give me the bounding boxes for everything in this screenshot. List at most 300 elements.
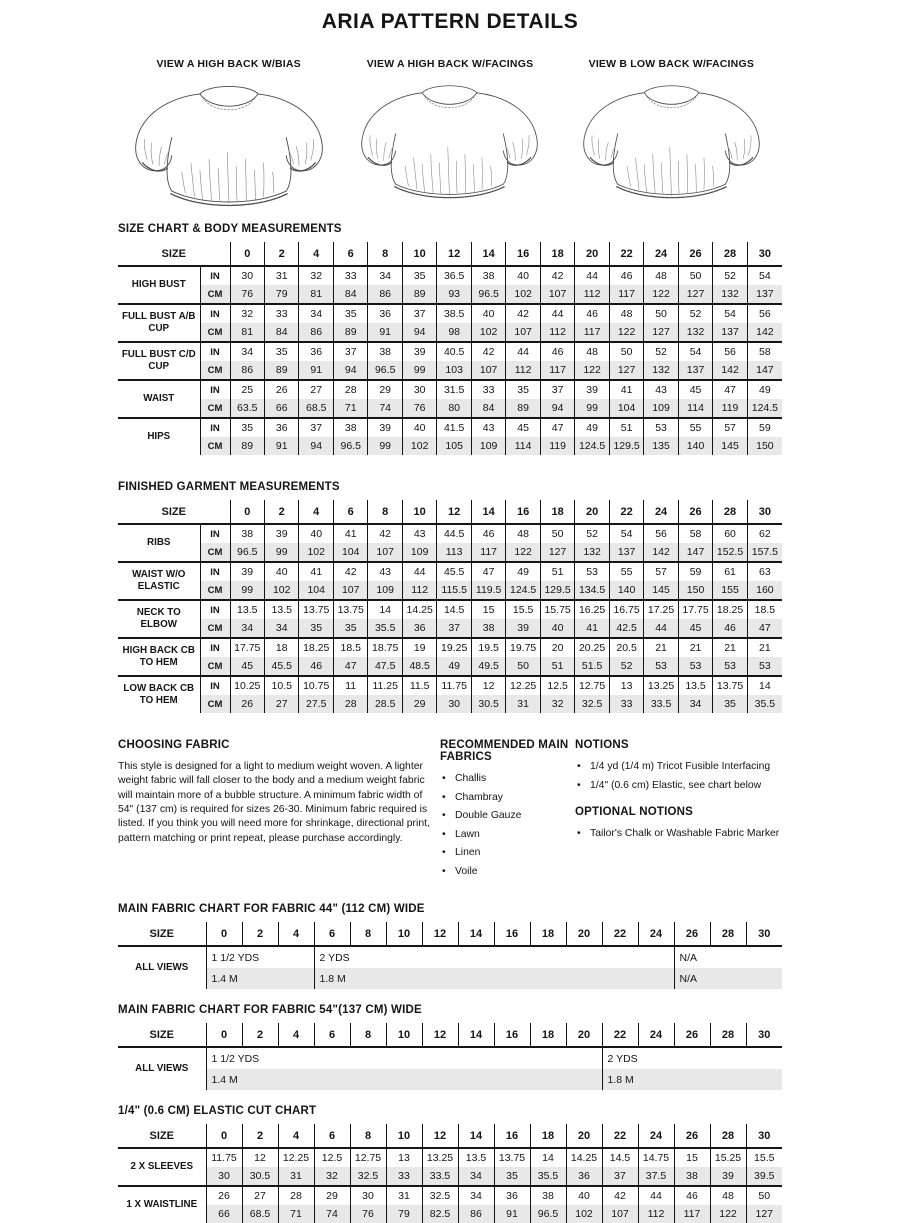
list-item: • 1/4" (0.6 cm) Elastic, see chart below: [575, 779, 782, 793]
table-cell: 55: [678, 418, 712, 437]
table-cell: 16.75: [609, 600, 643, 619]
row-label: WAIST: [118, 380, 200, 418]
table-cell: 145: [644, 581, 678, 600]
size-column-header: 20: [575, 242, 609, 266]
table-cell: 122: [644, 285, 678, 304]
table-cell: 137: [747, 285, 782, 304]
size-column-header: 12: [422, 1023, 458, 1047]
table-cell: 109: [644, 399, 678, 418]
table-cell: 13: [609, 676, 643, 695]
table-cell: 49: [747, 380, 782, 399]
table-cell: 16.25: [575, 600, 609, 619]
table-cell: 28.5: [368, 695, 402, 713]
size-column-header: 16: [494, 922, 530, 946]
table-cell: 89: [402, 285, 436, 304]
table-cell: 12.5: [314, 1148, 350, 1167]
table-cell: 30.5: [471, 695, 505, 713]
table-cell: 27: [299, 380, 333, 399]
size-column-header: 12: [422, 1124, 458, 1148]
table-cell: 132: [575, 543, 609, 562]
recommended-fabrics-heading: RECOMMENDED MAIN FABRICS: [440, 739, 569, 763]
size-column-header: 0: [206, 1124, 242, 1148]
size-column-header: 2: [242, 1124, 278, 1148]
size-column-header: 24: [638, 922, 674, 946]
table-row: [118, 266, 782, 285]
table-row: [118, 285, 782, 304]
body-measurements-section: [118, 223, 782, 455]
table-cell: 93: [437, 285, 471, 304]
table-cell: 99: [575, 399, 609, 418]
table-cell: 52: [644, 342, 678, 361]
table-cell: 44: [402, 562, 436, 581]
table-cell: 82.5: [422, 1205, 458, 1223]
table-cell: 58: [747, 342, 782, 361]
finished-garment-section: [118, 481, 782, 713]
list-item: • Linen: [440, 846, 575, 860]
table-cell: 37: [602, 1167, 638, 1186]
table-cell: 13.5: [230, 600, 264, 619]
size-column-header: 30: [746, 1023, 782, 1047]
table-cell: 102: [506, 285, 540, 304]
table-cell: 53: [644, 418, 678, 437]
table-cell: 102: [566, 1205, 602, 1223]
table-cell: 18.75: [368, 638, 402, 657]
table-cell: 89: [230, 437, 264, 455]
table-cell: 52: [609, 657, 643, 676]
body_chart-table: [118, 242, 782, 455]
fabric-chart-54-section: [118, 1004, 782, 1090]
table-cell: 43: [471, 418, 505, 437]
table-cell: 36: [494, 1186, 530, 1205]
table-cell: 14.25: [402, 600, 436, 619]
notions-column: [575, 739, 782, 883]
size-column-header: 8: [368, 500, 402, 524]
view-b-facings: [561, 44, 782, 213]
table-cell: 160: [747, 581, 782, 600]
table-cell: 17.25: [644, 600, 678, 619]
size-column-header: 22: [602, 1124, 638, 1148]
size-column-header: 24: [644, 500, 678, 524]
list-item: • Lawn: [440, 828, 575, 842]
table-cell: 50: [678, 266, 712, 285]
table-cell: 34: [458, 1186, 494, 1205]
table-cell: 48.5: [402, 657, 436, 676]
table-cell: 44: [644, 619, 678, 638]
fabric_chart_44-table: [118, 922, 782, 989]
size-column-header: 28: [713, 242, 747, 266]
table-cell: 32: [314, 1167, 350, 1186]
table-cell: 127: [678, 285, 712, 304]
table-cell: 46: [609, 266, 643, 285]
table-cell: 13.25: [644, 676, 678, 695]
table-cell: 32.5: [350, 1167, 386, 1186]
table-cell: 41: [333, 524, 367, 543]
size-column-header: 2: [242, 1023, 278, 1047]
table-row: [118, 380, 782, 399]
table-cell: 18.25: [713, 600, 747, 619]
table-row: [118, 361, 782, 380]
size-column-header: 4: [278, 1124, 314, 1148]
table-cell: 35: [333, 619, 367, 638]
table-cell: 89: [333, 323, 367, 342]
size-column-header: 24: [638, 1124, 674, 1148]
table-cell: 39: [368, 418, 402, 437]
table-cell: 102: [402, 437, 436, 455]
table-cell: 32: [299, 266, 333, 285]
size-column-header: 30: [747, 242, 782, 266]
table-cell: 91: [368, 323, 402, 342]
table-cell: 14: [368, 600, 402, 619]
table-cell: 74: [314, 1205, 350, 1223]
table-cell: 71: [278, 1205, 314, 1223]
table-cell: 50: [540, 524, 574, 543]
views-row: [118, 44, 782, 213]
choosing-fabric-column: [118, 739, 440, 883]
yardage-cell: 1.4 M: [206, 1069, 602, 1090]
table-cell: 38: [471, 619, 505, 638]
table-cell: 34: [458, 1167, 494, 1186]
table-cell: 63.5: [230, 399, 264, 418]
size-column-header: 14: [458, 922, 494, 946]
table-cell: 37: [402, 304, 436, 323]
table-cell: 122: [609, 323, 643, 342]
table-cell: 14: [530, 1148, 566, 1167]
table-cell: 47: [540, 418, 574, 437]
table-row: [118, 638, 782, 657]
table-cell: 13.5: [678, 676, 712, 695]
yardage-cell: 2 YDS: [602, 1047, 782, 1069]
finished_chart-table: [118, 500, 782, 713]
table-cell: 117: [674, 1205, 710, 1223]
table-cell: 54: [678, 342, 712, 361]
table-cell: 36: [368, 304, 402, 323]
table-cell: 38: [471, 266, 505, 285]
table-cell: 35: [265, 342, 299, 361]
table-cell: 53: [644, 657, 678, 676]
table-cell: 39: [575, 380, 609, 399]
row-label: NECK TO ELBOW: [118, 600, 200, 638]
table-cell: 35.5: [530, 1167, 566, 1186]
table-cell: 39: [710, 1167, 746, 1186]
choosing-fabric-text: This style is designed for a light to medium weight woven. A lighter weight fabric will fall closer to the body and a medium weight fabric will maintain more of a bubble structure. A minimum fabric width of 54" (137 cm) is required for sizes 26-30. Minimum fabric required is listed. If you think you will need more for shrinkage, directional print, pattern matching or print repeat, please purchase accordingly.: [118, 761, 430, 844]
table-cell: 38: [230, 524, 264, 543]
table-cell: 30: [402, 380, 436, 399]
table-cell: 137: [713, 323, 747, 342]
table-cell: 79: [386, 1205, 422, 1223]
table-cell: 13.25: [422, 1148, 458, 1167]
table-cell: 45: [678, 619, 712, 638]
size-column-header: 30: [747, 500, 782, 524]
table-cell: 30: [350, 1186, 386, 1205]
table-row: [118, 1186, 782, 1205]
table-cell: 51: [540, 562, 574, 581]
size-column-header: 16: [506, 242, 540, 266]
table-cell: 46: [540, 342, 574, 361]
table-cell: 51: [609, 418, 643, 437]
table-cell: 60: [713, 524, 747, 543]
size-header-label: SIZE: [118, 242, 230, 266]
table-cell: 39: [230, 562, 264, 581]
list-item: • Tailor's Chalk or Washable Fabric Marker: [575, 827, 782, 841]
body-measurements-table-wrap: [118, 242, 782, 455]
size-header-row: [118, 242, 782, 266]
table-cell: 11.5: [402, 676, 436, 695]
size-header-label: SIZE: [118, 500, 230, 524]
size-header-row: [118, 922, 782, 946]
table-cell: 15.75: [540, 600, 574, 619]
table-cell: 86: [368, 285, 402, 304]
table-cell: 26: [206, 1186, 242, 1205]
table-cell: 14.75: [638, 1148, 674, 1167]
table-cell: 119.5: [471, 581, 505, 600]
table-cell: 12.25: [278, 1148, 314, 1167]
table-cell: 21: [644, 638, 678, 657]
view-a-facings: [339, 44, 560, 213]
size-column-header: 12: [437, 242, 471, 266]
table-cell: 54: [747, 266, 782, 285]
table-cell: 12.5: [540, 676, 574, 695]
row-label: HIGH BUST: [131, 279, 186, 291]
size-column-header: 18: [530, 1124, 566, 1148]
table-cell: 14.25: [566, 1148, 602, 1167]
size-column-header: 10: [402, 242, 436, 266]
table-cell: 31: [506, 695, 540, 713]
table-cell: 40.5: [437, 342, 471, 361]
size-column-header: 10: [386, 1023, 422, 1047]
row-label: ALL VIEWS: [135, 962, 189, 974]
yardage-cell: 1 1/2 YDS: [206, 946, 314, 968]
table-cell: 84: [333, 285, 367, 304]
table-cell: 127: [644, 323, 678, 342]
size-column-header: 18: [540, 500, 574, 524]
unit-label: CM: [200, 543, 230, 562]
table-cell: 26: [265, 380, 299, 399]
table-cell: 40: [402, 418, 436, 437]
table-cell: 18.5: [747, 600, 782, 619]
table-cell: 15.25: [710, 1148, 746, 1167]
table-cell: 44: [506, 342, 540, 361]
table-cell: 27: [265, 695, 299, 713]
table-cell: 132: [644, 361, 678, 380]
table-cell: 122: [710, 1205, 746, 1223]
table-cell: 53: [575, 562, 609, 581]
table-cell: 37: [437, 619, 471, 638]
table-row: [118, 399, 782, 418]
table-cell: 99: [402, 361, 436, 380]
table-cell: 107: [368, 543, 402, 562]
table-cell: 91: [299, 361, 333, 380]
table-cell: 48: [710, 1186, 746, 1205]
table-row: [118, 342, 782, 361]
table-cell: 13.75: [299, 600, 333, 619]
size-column-header: 26: [678, 500, 712, 524]
table-cell: 37.5: [638, 1167, 674, 1186]
table-cell: 20.25: [575, 638, 609, 657]
table-cell: 30.5: [242, 1167, 278, 1186]
list-item: • Double Gauze: [440, 809, 575, 823]
table-cell: 37: [333, 342, 367, 361]
unit-label: IN: [200, 562, 230, 581]
table-cell: 132: [678, 323, 712, 342]
table-cell: 96.5: [530, 1205, 566, 1223]
table-cell: 35: [333, 304, 367, 323]
size-column-header: 6: [333, 500, 367, 524]
table-cell: 19.25: [437, 638, 471, 657]
size-header-label: SIZE: [118, 1124, 206, 1148]
table-cell: 68.5: [242, 1205, 278, 1223]
table-cell: 99: [265, 543, 299, 562]
size-column-header: 20: [566, 1124, 602, 1148]
table-cell: 48: [609, 304, 643, 323]
size-column-header: 20: [575, 500, 609, 524]
table-cell: 32.5: [575, 695, 609, 713]
table-cell: 34: [678, 695, 712, 713]
row-label: LOW BACK CB TO HEM: [118, 676, 200, 713]
table-row: [118, 1148, 782, 1167]
size-column-header: 8: [350, 922, 386, 946]
table-cell: 12: [242, 1148, 278, 1167]
table-cell: 122: [575, 361, 609, 380]
table-cell: 13.75: [494, 1148, 530, 1167]
table-cell: 68.5: [299, 399, 333, 418]
table-cell: 11.75: [437, 676, 471, 695]
section-heading: 1/4" (0.6 CM) ELASTIC CUT CHART: [118, 1105, 317, 1118]
table-cell: 89: [506, 399, 540, 418]
table-cell: 84: [471, 399, 505, 418]
size-column-header: 4: [299, 242, 333, 266]
table-cell: 45: [506, 418, 540, 437]
fabric-54-table-wrap: [118, 1023, 782, 1090]
table-row: [118, 524, 782, 543]
table-cell: 44: [638, 1186, 674, 1205]
table-cell: 94: [299, 437, 333, 455]
unit-label: IN: [200, 676, 230, 695]
section-heading: FINISHED GARMENT MEASUREMENTS: [118, 481, 340, 493]
table-row: [118, 437, 782, 455]
garment-illustration-icon: [120, 72, 338, 213]
section-heading: MAIN FABRIC CHART FOR FABRIC 54"(137 CM) WIDE: [118, 1004, 422, 1017]
size-column-header: 16: [494, 1023, 530, 1047]
table-cell: 10.75: [299, 676, 333, 695]
size-column-header: 14: [471, 500, 505, 524]
table-cell: 30: [230, 266, 264, 285]
table-cell: 80: [437, 399, 471, 418]
size-column-header: 22: [609, 242, 643, 266]
table-cell: 53: [713, 657, 747, 676]
yardage-cell: N/A: [674, 946, 782, 968]
table-cell: 42: [602, 1186, 638, 1205]
table-cell: 94: [540, 399, 574, 418]
table-cell: 46: [713, 619, 747, 638]
table-cell: 48: [644, 266, 678, 285]
table-cell: 76: [230, 285, 264, 304]
table-cell: 104: [299, 581, 333, 600]
size-column-header: 24: [638, 1023, 674, 1047]
table-row: [118, 418, 782, 437]
table-cell: 84: [265, 323, 299, 342]
table-cell: 58: [678, 524, 712, 543]
table-cell: 129.5: [609, 437, 643, 455]
size-column-header: 2: [265, 500, 299, 524]
size-column-header: 30: [746, 1124, 782, 1148]
size-column-header: 0: [230, 242, 264, 266]
table-cell: 37: [540, 380, 574, 399]
table-cell: 51.5: [575, 657, 609, 676]
table-cell: 34: [368, 266, 402, 285]
size-column-header: 26: [674, 1023, 710, 1047]
table-row: [118, 1069, 782, 1090]
row-label: WAIST W/O ELASTIC: [118, 562, 200, 600]
table-cell: 32: [540, 695, 574, 713]
yardage-cell: N/A: [674, 968, 782, 989]
table-cell: 59: [747, 418, 782, 437]
table-cell: 152.5: [713, 543, 747, 562]
table-cell: 30: [437, 695, 471, 713]
table-cell: 14.5: [437, 600, 471, 619]
table-cell: 104: [333, 543, 367, 562]
table-row: [118, 543, 782, 562]
table-cell: 15.5: [506, 600, 540, 619]
table-cell: 107: [540, 285, 574, 304]
unit-label: IN: [200, 266, 230, 285]
view-label: VIEW B LOW BACK W/FACINGS: [588, 58, 755, 70]
table-cell: 61: [713, 562, 747, 581]
size-column-header: 6: [333, 242, 367, 266]
size-column-header: 18: [530, 1023, 566, 1047]
table-cell: 117: [609, 285, 643, 304]
table-cell: 140: [678, 437, 712, 455]
table-cell: 19: [402, 638, 436, 657]
table-cell: 25: [230, 380, 264, 399]
size-column-header: 28: [710, 922, 746, 946]
table-cell: 18.5: [333, 638, 367, 657]
table-row: [118, 968, 782, 989]
table-row: [118, 600, 782, 619]
table-cell: 99: [230, 581, 264, 600]
table-cell: 81: [230, 323, 264, 342]
table-cell: 36: [299, 342, 333, 361]
size-column-header: 10: [386, 922, 422, 946]
table-cell: 127: [609, 361, 643, 380]
row-label: HIPS: [118, 418, 200, 455]
table-cell: 34: [299, 304, 333, 323]
table-cell: 39: [506, 619, 540, 638]
table-cell: 122: [506, 543, 540, 562]
table-cell: 45.5: [265, 657, 299, 676]
table-cell: 107: [333, 581, 367, 600]
table-row: [118, 946, 782, 968]
table-row: [118, 695, 782, 713]
table-cell: 40: [540, 619, 574, 638]
table-cell: 12: [471, 676, 505, 695]
size-column-header: 8: [350, 1023, 386, 1047]
elastic-cut-chart-section: [118, 1105, 782, 1223]
table-cell: 34: [230, 619, 264, 638]
unit-label: CM: [200, 361, 230, 380]
table-cell: 35.5: [747, 695, 782, 713]
size-column-header: 28: [713, 500, 747, 524]
table-cell: 42: [540, 266, 574, 285]
unit-label: IN: [200, 524, 230, 543]
table-cell: 11.25: [368, 676, 402, 695]
table-cell: 43: [368, 562, 402, 581]
table-cell: 53: [678, 657, 712, 676]
fabric-chart-44-section: [118, 903, 782, 989]
table-cell: 112: [402, 581, 436, 600]
size-column-header: 8: [350, 1124, 386, 1148]
table-cell: 15.5: [746, 1148, 782, 1167]
size-column-header: 26: [674, 922, 710, 946]
